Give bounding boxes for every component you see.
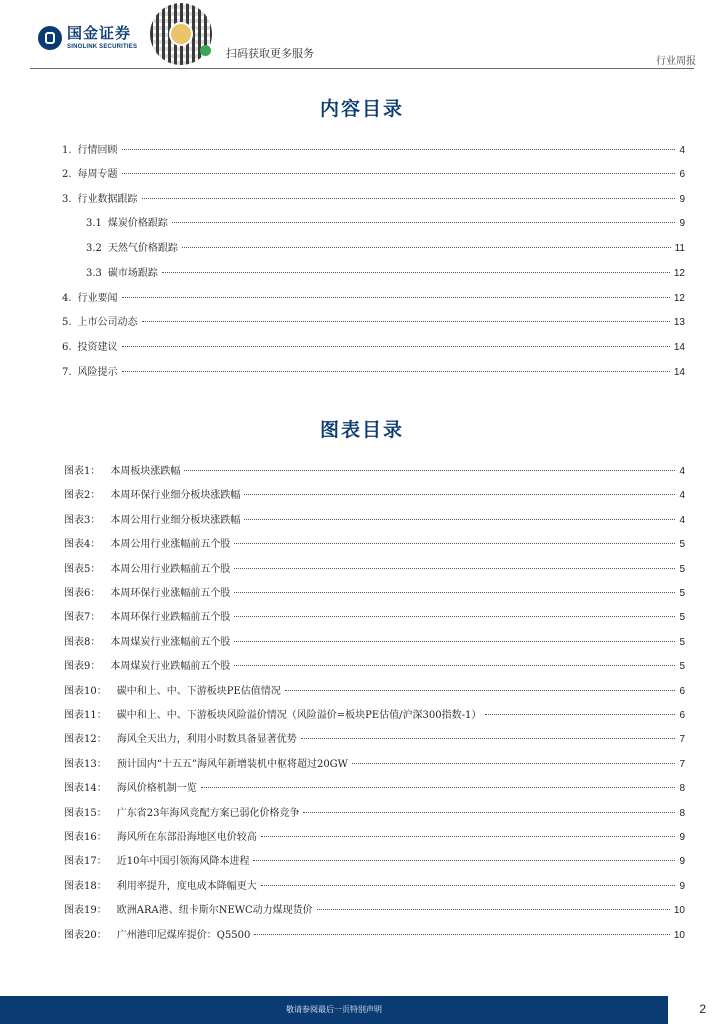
dot-leader xyxy=(122,148,676,150)
dot-leader xyxy=(253,859,675,861)
figure-item-page: 5 xyxy=(679,612,685,624)
figure-item[interactable] xyxy=(64,682,685,696)
figure-item-prefix: 图表12： xyxy=(64,734,107,746)
figure-item-page: 6 xyxy=(679,710,685,721)
toc-item-label: 行情回顾 xyxy=(77,145,118,156)
toc-item[interactable] xyxy=(62,313,685,327)
footer-disclaimer: 敬请参阅最后一页特别声明 xyxy=(286,1005,382,1014)
figure-item-label: 本周煤炭行业涨幅前五个股 xyxy=(110,636,231,648)
figure-item-prefix: 图表13： xyxy=(64,758,107,770)
toc-item-page: 13 xyxy=(673,317,685,328)
figure-item-page: 9 xyxy=(679,856,685,868)
figure-item[interactable] xyxy=(64,852,685,866)
dot-leader xyxy=(201,786,676,788)
figure-item-page: 5 xyxy=(679,636,685,648)
figure-item-prefix: 图表7： xyxy=(64,612,101,624)
toc-item-number: 5. xyxy=(62,317,72,328)
toc-item-number: 3.3 xyxy=(86,268,102,279)
figure-item[interactable] xyxy=(64,828,685,842)
figure-item-label: 本周公用行业涨幅前五个股 xyxy=(110,539,231,551)
dot-leader xyxy=(142,320,670,322)
toc-item[interactable] xyxy=(62,338,685,352)
figure-item-prefix: 图表1： xyxy=(64,466,101,477)
toc-item-page: 14 xyxy=(673,367,685,378)
dot-leader xyxy=(303,811,675,813)
toc-item[interactable] xyxy=(86,239,685,253)
dot-leader xyxy=(122,296,670,298)
dot-leader xyxy=(301,737,676,739)
figure-item-label: 海风价格机制一览 xyxy=(116,783,197,795)
toc-item-number: 3.1 xyxy=(86,218,102,229)
figure-item[interactable] xyxy=(64,657,685,671)
figure-item[interactable] xyxy=(64,511,685,525)
figure-item-prefix: 图表2： xyxy=(64,490,101,502)
dot-leader xyxy=(485,713,675,715)
dot-leader xyxy=(352,762,675,764)
figures-title: 图表目录 xyxy=(319,419,404,441)
figure-item-label: 本周环保行业涨幅前五个股 xyxy=(110,588,231,599)
toc-item-page: 12 xyxy=(673,268,685,279)
figure-item[interactable] xyxy=(64,901,685,915)
toc-item-label: 每周专题 xyxy=(77,169,118,180)
document-type: 行业周报 xyxy=(656,56,696,67)
figure-item-page: 5 xyxy=(679,539,685,551)
figure-item[interactable] xyxy=(64,706,685,720)
figure-item[interactable] xyxy=(64,633,685,647)
figure-item-label: 本周环保行业跌幅前五个股 xyxy=(110,612,231,624)
figure-item[interactable] xyxy=(64,730,685,744)
toc-item-page: 14 xyxy=(673,342,685,353)
figure-item[interactable] xyxy=(64,755,685,769)
dot-leader xyxy=(234,591,675,593)
figure-item[interactable] xyxy=(64,535,685,549)
toc-item[interactable] xyxy=(62,190,685,204)
figure-item-prefix: 图表18： xyxy=(64,880,107,892)
figure-item[interactable] xyxy=(64,608,685,622)
toc-item[interactable] xyxy=(86,214,685,228)
toc-item-label: 行业数据跟踪 xyxy=(77,194,138,205)
toc-item-page: 9 xyxy=(679,194,685,205)
toc-item[interactable] xyxy=(62,363,685,377)
figure-item[interactable] xyxy=(64,926,685,940)
figure-item-prefix: 图表20： xyxy=(64,929,107,941)
figure-item-page: 4 xyxy=(679,466,685,477)
toc-item-number: 1. xyxy=(62,145,72,156)
figure-item-label: 本周公用行业细分板块涨跌幅 xyxy=(110,514,241,526)
figure-item-page: 10 xyxy=(673,929,685,941)
toc-item-number: 7. xyxy=(62,367,72,378)
toc-item-label: 碳市场跟踪 xyxy=(107,268,158,279)
toc-item-label: 上市公司动态 xyxy=(77,317,138,328)
figure-item[interactable] xyxy=(64,560,685,574)
figure-item-label: 本周煤炭行业跌幅前五个股 xyxy=(110,661,231,673)
figure-item-prefix: 图表3： xyxy=(64,514,101,526)
figure-item-label: 预计国内“十五五”海风年新增装机中枢将超过20GW xyxy=(116,758,348,770)
page-number: 2 xyxy=(699,1002,706,1016)
dot-leader xyxy=(234,664,675,666)
figure-item-prefix: 图表4： xyxy=(64,539,101,551)
dot-leader xyxy=(162,271,670,273)
toc-item-page: 9 xyxy=(679,218,685,229)
toc-item-number: 3. xyxy=(62,194,72,205)
dot-leader xyxy=(285,689,676,691)
figure-item-label: 本周环保行业细分板块涨跌幅 xyxy=(110,490,241,502)
toc-item-label: 煤炭价格跟踪 xyxy=(107,218,168,229)
dot-leader xyxy=(254,933,669,935)
figure-item-label: 本周板块涨跌幅 xyxy=(110,466,181,477)
toc-item-page: 6 xyxy=(679,169,685,180)
toc-item-label: 天然气价格跟踪 xyxy=(107,243,178,254)
figure-item-prefix: 图表17： xyxy=(64,856,107,868)
dot-leader xyxy=(317,908,670,910)
dot-leader xyxy=(244,493,675,495)
toc-item-page: 4 xyxy=(679,145,685,156)
toc-item-number: 3.2 xyxy=(86,243,102,254)
figure-item[interactable] xyxy=(64,779,685,793)
dot-leader xyxy=(261,884,676,886)
figure-item-page: 5 xyxy=(679,588,685,599)
toc-item-page: 11 xyxy=(674,243,685,254)
figure-item[interactable] xyxy=(64,877,685,891)
figure-item-label: 广东省23年海风竞配方案已弱化价格竞争 xyxy=(116,807,300,819)
page-footer xyxy=(0,996,724,1024)
figure-item-prefix: 图表16： xyxy=(64,832,107,843)
figure-item-page: 10 xyxy=(673,905,685,917)
figure-item[interactable] xyxy=(64,584,685,598)
figure-item-page: 9 xyxy=(679,880,685,892)
figure-item-page: 4 xyxy=(679,514,685,526)
toc-title: 内容目录 xyxy=(319,98,404,120)
dot-leader xyxy=(184,469,675,471)
figure-item-label: 本周公用行业跌幅前五个股 xyxy=(110,563,231,575)
figure-item-page: 8 xyxy=(679,807,685,819)
toc-item-label: 投资建议 xyxy=(77,342,118,353)
wechat-badge-icon xyxy=(200,45,211,56)
figure-item-label: 海风所在东部沿海地区电价较高 xyxy=(116,832,257,843)
figure-item-label: 碳中和上、中、下游板块风险溢价情况（风险溢价=板块PE估值/沪深300指数-1） xyxy=(116,710,482,721)
figure-item-page: 7 xyxy=(679,758,685,770)
figure-item-prefix: 图表11： xyxy=(64,710,107,721)
figure-item-label: 海风全天出力，利用小时数具备显著优势 xyxy=(116,734,297,746)
footer-bar xyxy=(0,996,668,1024)
figure-item-label: 利用率提升，度电成本降幅更大 xyxy=(116,880,257,892)
figure-item-label: 碳中和上、中、下游板块PE估值情况 xyxy=(116,685,281,697)
figure-item-prefix: 图表10： xyxy=(64,685,107,697)
figure-item-prefix: 图表9： xyxy=(64,661,101,673)
figure-item[interactable] xyxy=(64,486,685,500)
figure-item-prefix: 图表14： xyxy=(64,783,107,795)
dot-leader xyxy=(122,345,670,347)
toc-item-number: 2. xyxy=(62,169,72,180)
dot-leader xyxy=(234,542,675,544)
toc-item-label: 风险提示 xyxy=(77,367,118,378)
scan-prompt: 扫码获取更多服务 xyxy=(226,47,314,60)
figure-item-page: 9 xyxy=(679,832,685,843)
toc-item-page: 12 xyxy=(673,293,685,304)
figure-item-prefix: 图表5： xyxy=(64,563,101,575)
toc-item[interactable] xyxy=(62,289,685,303)
company-logo xyxy=(38,26,137,50)
figure-item-page: 4 xyxy=(679,490,685,502)
toc-item-number: 4. xyxy=(62,293,72,304)
figure-item-prefix: 图表15： xyxy=(64,807,107,819)
toc-item-label: 行业要闻 xyxy=(77,293,118,304)
dot-leader xyxy=(234,615,675,617)
dot-leader xyxy=(182,246,671,248)
figure-item-label: 近10年中国引领海风降本进程 xyxy=(116,856,250,868)
dot-leader xyxy=(122,172,676,174)
figure-item-label: 广州港印尼煤库提价：Q5500 xyxy=(116,929,251,941)
toc-item[interactable] xyxy=(62,141,685,155)
figure-item-page: 5 xyxy=(679,563,685,575)
figure-item[interactable] xyxy=(64,462,685,476)
logo-chinese-name: 国金证券 xyxy=(67,24,132,42)
dot-leader xyxy=(234,640,675,642)
dot-leader xyxy=(234,567,675,569)
dot-leader xyxy=(142,197,676,199)
toc-item[interactable] xyxy=(86,264,685,278)
figure-item-page: 7 xyxy=(679,734,685,746)
toc-item[interactable] xyxy=(62,165,685,179)
figure-item-page: 8 xyxy=(679,783,685,795)
logo-english-name: SINOLINK SECURITIES xyxy=(67,44,138,50)
figure-item-page: 6 xyxy=(679,685,685,697)
dot-leader xyxy=(172,221,676,223)
header-divider xyxy=(30,68,694,69)
logo-icon xyxy=(38,26,62,50)
figure-item-page: 5 xyxy=(679,661,685,673)
dot-leader xyxy=(122,370,670,372)
figure-item-label: 欧洲ARA港、纽卡斯尔NEWC动力煤现货价 xyxy=(116,905,313,917)
figure-item[interactable] xyxy=(64,804,685,818)
figure-item-prefix: 图表8： xyxy=(64,636,101,648)
dot-leader xyxy=(244,518,675,520)
dot-leader xyxy=(261,835,676,837)
figure-item-prefix: 图表19： xyxy=(64,905,107,917)
figure-item-prefix: 图表6： xyxy=(64,588,101,599)
toc-item-number: 6. xyxy=(62,342,72,353)
page-header xyxy=(0,0,724,70)
